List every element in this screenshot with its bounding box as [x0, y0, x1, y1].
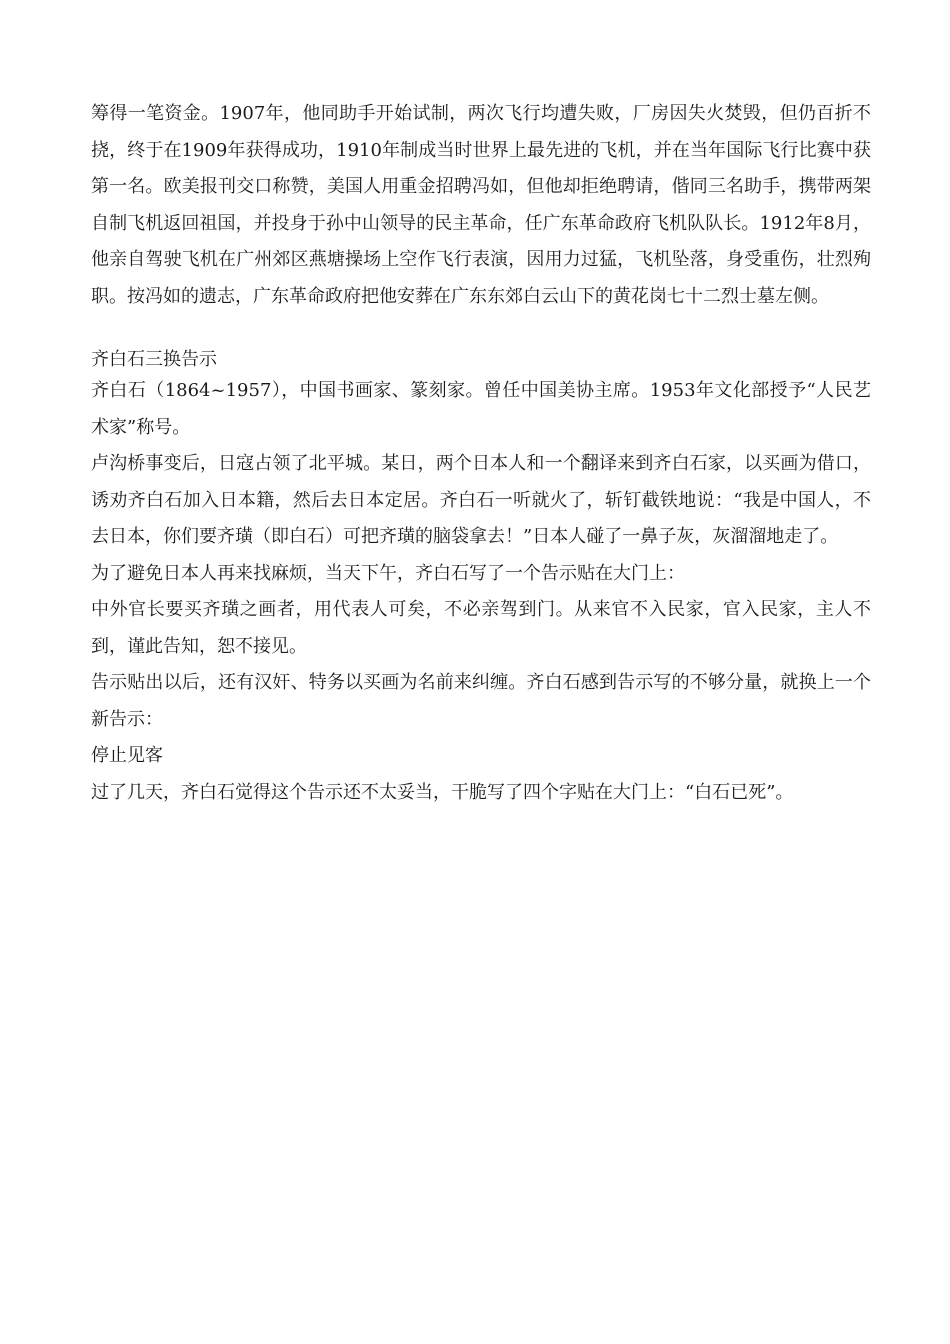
- second-notice-intro-paragraph: 告示贴出以后，还有汉奸、特务以买画为名前来纠缠。齐白石感到告示写的不够分量，就换上一个新告示：: [91, 672, 871, 730]
- section-gap: [91, 315, 871, 340]
- marco-polo-bridge-paragraph: 卢沟桥事变后，日寇占领了北平城。某日，两个日本人和一个翻译来到齐白石家，以买画为借口，诱劝齐白石加入日本籍，然后去日本定居。齐白石一听就火了，斩钉截铁地说：“我是中国人，不去日本，你们要齐璜（即白石）可把齐璜的脑袋拿去！”日本人碰了一鼻子灰，灰溜溜地走了。: [91, 453, 871, 547]
- first-notice-text-paragraph: 中外官长要买齐璜之画者，用代表人可矣，不必亲驾到门。从来官不入民家，官入民家，主人不到，谨此告知，恕不接见。: [91, 599, 871, 657]
- document-body: [91, 96, 871, 811]
- qi-baishi-intro-paragraph: 齐白石（1864~1957），中国书画家、篆刻家。曾任中国美协主席。1953年文化部授予“人民艺术家”称号。: [91, 380, 871, 438]
- first-notice-intro-paragraph: 为了避免日本人再来找麻烦，当天下午，齐白石写了一个告示贴在大门上：: [91, 562, 685, 584]
- third-notice-paragraph: 过了几天，齐白石觉得这个告示还不太妥当，干脆写了四个字贴在大门上：“白石已死”。: [91, 781, 794, 803]
- second-notice-text-paragraph: 停止见客: [91, 745, 163, 766]
- feng-ru-paragraph: 筹得一笔资金。1907年，他同助手开始试制，两次飞行均遭失败，厂房因失火焚毁，但仍百折不挠，终于在1909年获得成功，1910年制成当时世界上最先进的飞机，并在当年国际飞行比赛中获第一名。欧美报刊交口称赞，美国人用重金招聘冯如，但他却拒绝聘请，偕同三名助手，携带两架自制飞机返回祖国，并投身于孙中山领导的民主革命，任广东革命政府飞机队队长。1912年8月，他亲自驾驶飞机在广州郊区燕塘操场上空作飞行表演，因用力过猛，飞机坠落，身受重伤，壮烈殉职。按冯如的遗志，广东革命政府把他安葬在广东东郊白云山下的黄花岗七十二烈士墓左侧。: [91, 103, 871, 307]
- section-title: 齐白石三换告示: [91, 349, 217, 370]
